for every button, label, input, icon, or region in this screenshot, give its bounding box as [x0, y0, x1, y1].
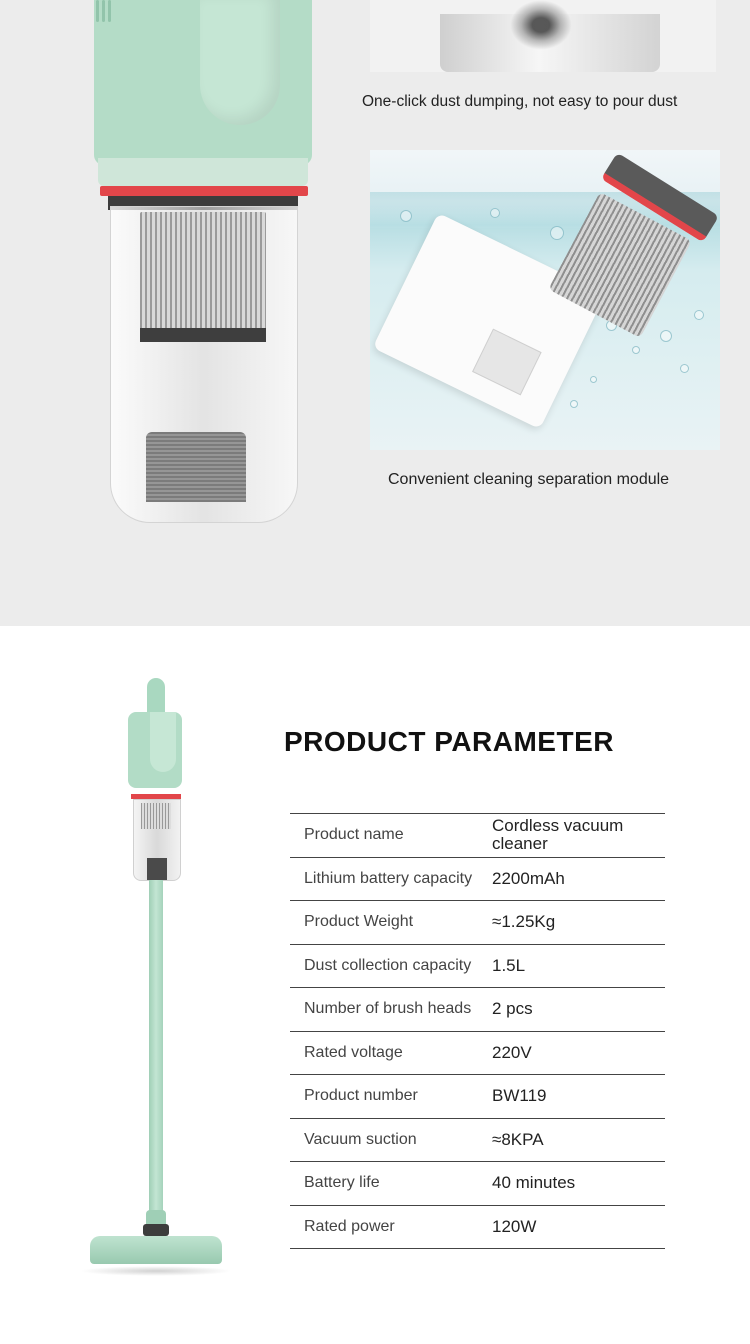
- param-label: Product number: [304, 1087, 418, 1105]
- table-row: [290, 857, 665, 901]
- filter-base: [140, 328, 266, 342]
- vacuum-neck: [98, 158, 308, 186]
- param-value: 120W: [492, 1216, 537, 1236]
- table-row: [290, 1074, 665, 1118]
- hepa-filter: [140, 212, 266, 330]
- param-label: Product name: [304, 826, 404, 844]
- param-value: 1.5L: [492, 955, 526, 975]
- param-label: Rated voltage: [304, 1043, 403, 1061]
- parameter-table: [290, 813, 665, 1249]
- floor-brush-head: [90, 1236, 222, 1264]
- table-row: [290, 1161, 665, 1205]
- table-row: [290, 1031, 665, 1075]
- param-value: 220V: [492, 1042, 532, 1062]
- table-row: [290, 987, 665, 1031]
- param-value: 2200mAh: [492, 868, 565, 888]
- dust-dumping-photo: [370, 0, 716, 72]
- param-label: Rated power: [304, 1217, 395, 1235]
- param-label: Product Weight: [304, 913, 414, 931]
- floor-shadow: [80, 1266, 232, 1276]
- air-inlet: [146, 432, 246, 502]
- stick-inlet: [147, 858, 167, 880]
- water-cleaning-photo: [370, 150, 720, 450]
- param-value: ≈1.25Kg: [492, 912, 556, 932]
- parameter-section: [0, 626, 750, 1344]
- param-value: ≈8KPA: [492, 1129, 544, 1149]
- parameter-title: PRODUCT PARAMETER: [284, 726, 614, 757]
- extension-tube: [149, 880, 163, 1215]
- dust-dumping-caption: One-click dust dumping, not easy to pour dust: [362, 93, 678, 110]
- table-row: [290, 1205, 665, 1250]
- stick-grip: [150, 712, 176, 772]
- feature-section: [0, 0, 750, 626]
- param-label: Vacuum suction: [304, 1130, 417, 1148]
- vent-grill: [96, 0, 114, 26]
- table-row: [290, 900, 665, 944]
- table-row: [290, 813, 665, 857]
- red-seal-ring: [100, 186, 308, 196]
- param-label: Battery life: [304, 1174, 380, 1192]
- param-label: Lithium battery capacity: [304, 869, 473, 887]
- param-value: 2 pcs: [492, 999, 533, 1019]
- table-row: [290, 944, 665, 988]
- param-value: 40 minutes: [492, 1173, 576, 1193]
- stick-filter: [141, 803, 171, 829]
- cleaning-module-caption: Convenient cleaning separation module: [388, 471, 670, 488]
- table-row: [290, 1118, 665, 1162]
- dust-stream: [510, 0, 572, 50]
- vacuum-handle: [200, 0, 280, 125]
- param-value: BW119: [492, 1086, 547, 1106]
- floor-head-joint: [143, 1224, 169, 1236]
- param-label: Number of brush heads: [304, 1000, 472, 1018]
- param-label: Dust collection capacity: [304, 956, 472, 974]
- param-value: Cordless vacuum cleaner: [492, 816, 624, 854]
